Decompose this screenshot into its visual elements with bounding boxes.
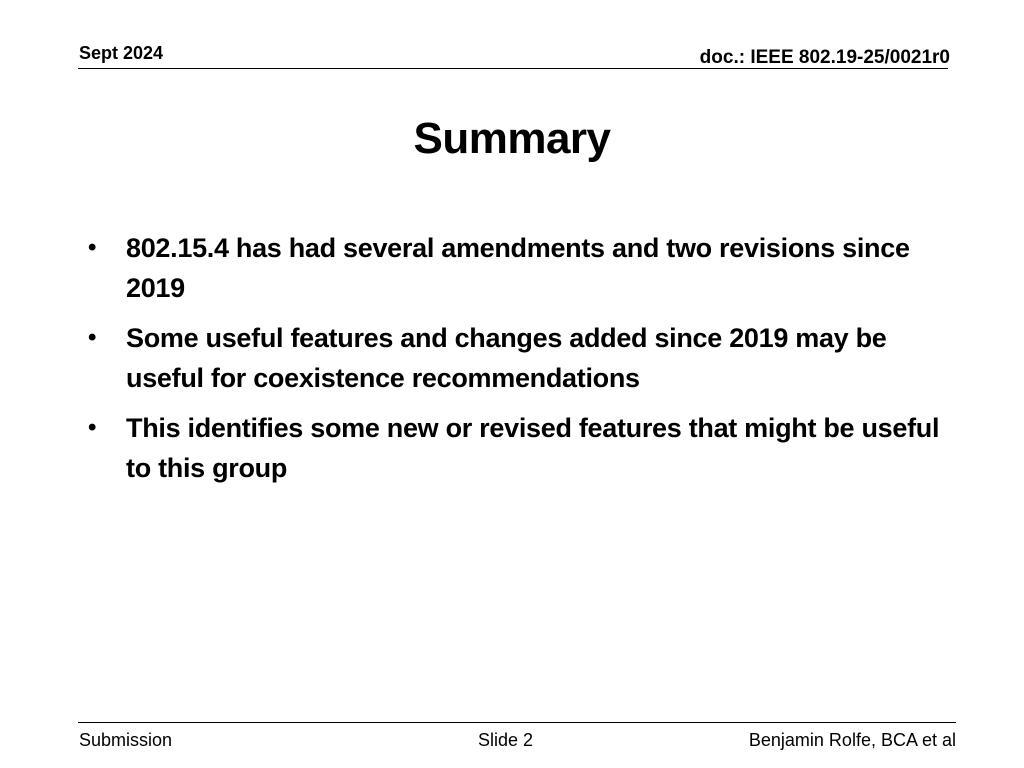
slide-title: Summary bbox=[413, 114, 611, 163]
header-doc-id: doc.: IEEE 802.19-25/0021r0 bbox=[699, 47, 950, 68]
footer-divider bbox=[78, 722, 956, 723]
bullet-marker: • bbox=[88, 414, 97, 441]
bullet-text: 802.15.4 has had several amendments and two revisions since 2019 bbox=[126, 233, 910, 303]
bullet-text: Some useful features and changes added since 2019 may be useful for coexistence recommendations bbox=[126, 323, 887, 393]
header-date: Sept 2024 bbox=[79, 43, 164, 63]
bullet-item bbox=[86, 408, 946, 488]
bullet-marker: • bbox=[88, 234, 97, 261]
footer-author: Benjamin Rolfe, BCA et al bbox=[748, 730, 956, 750]
bullet-item bbox=[86, 318, 946, 398]
footer-submission: Submission bbox=[79, 730, 173, 750]
bullet-text: This identifies some new or revised features that might be useful to this group bbox=[126, 413, 940, 483]
footer-slide-number: Slide 2 bbox=[478, 730, 534, 750]
bullet-marker: • bbox=[88, 324, 97, 351]
bullet-list bbox=[86, 228, 946, 498]
bullet-item bbox=[86, 228, 946, 308]
header-divider bbox=[78, 68, 948, 69]
